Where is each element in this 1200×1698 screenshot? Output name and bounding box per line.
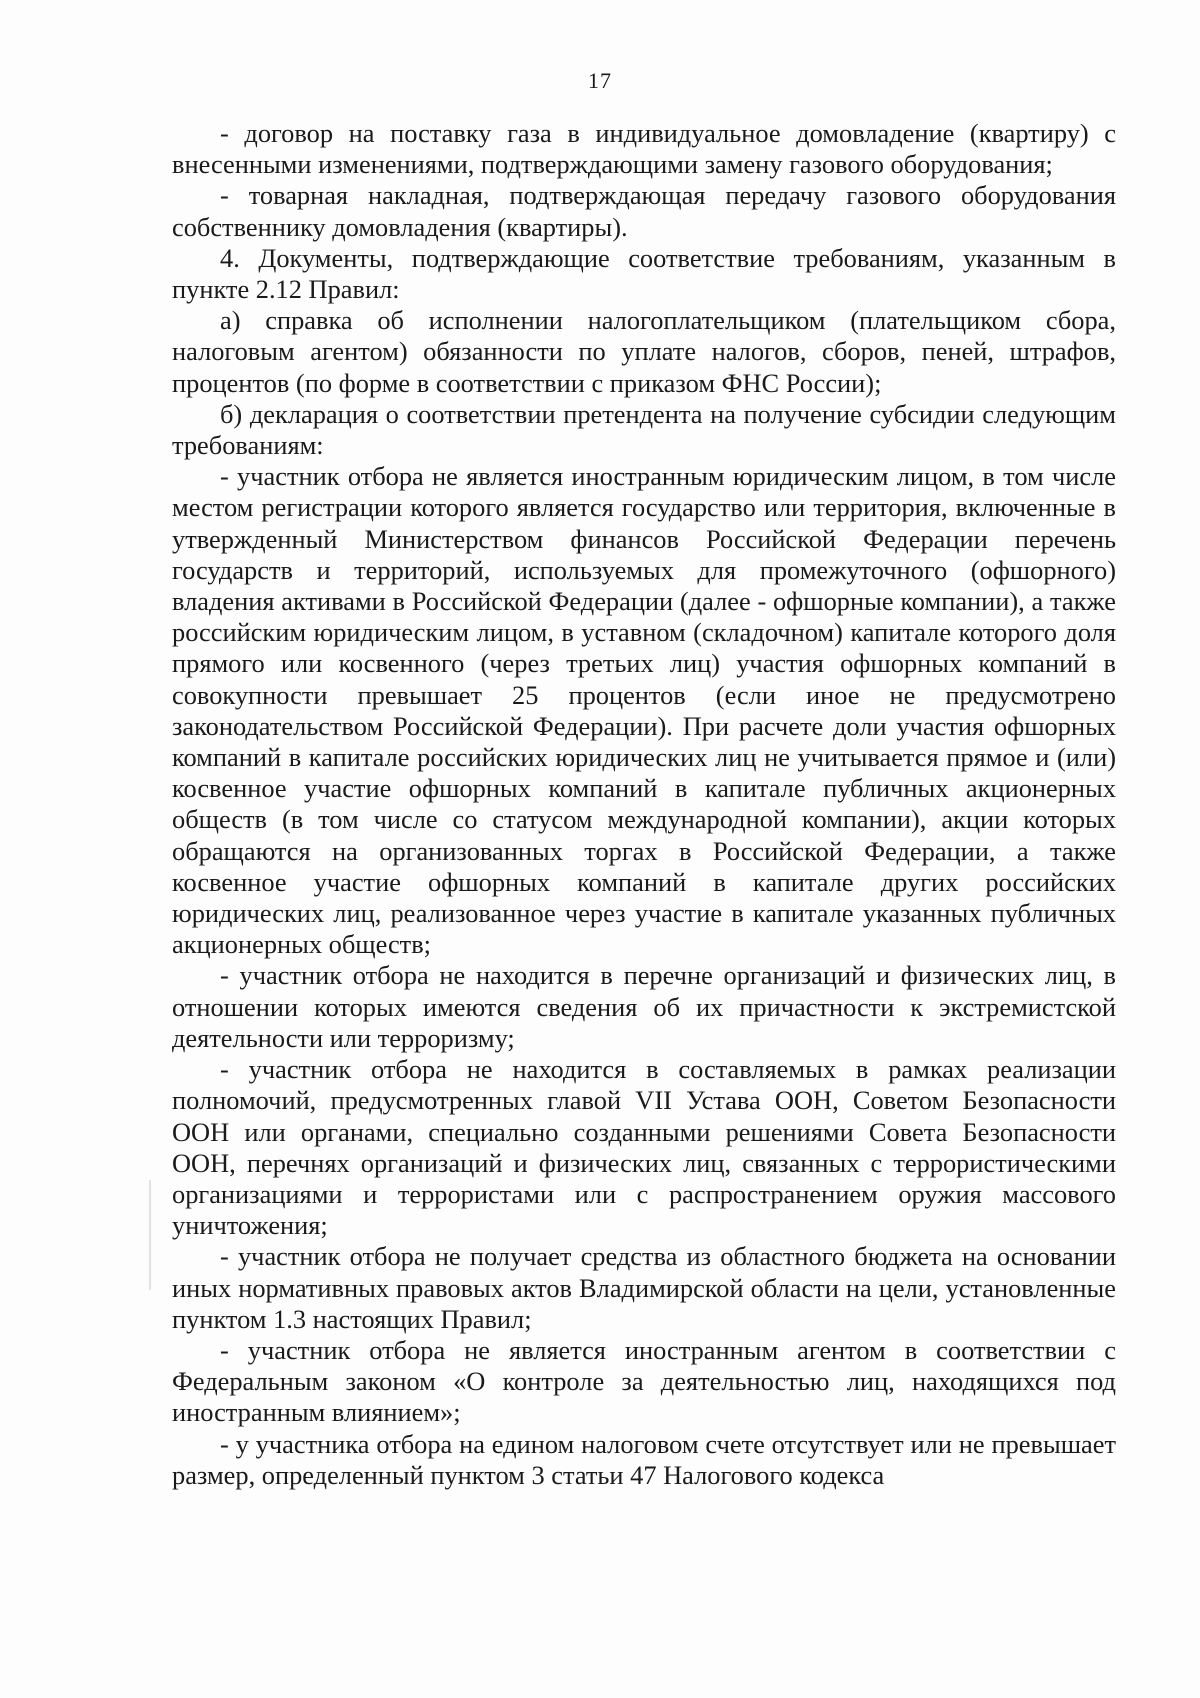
paragraph-offshore-requirement: - участник отбора не является иностранным юридическим лицом, в том числе местом регистрации которого является государство или территория, включенные в утвержденный Министерством финансов Российской Федерации перечень государств и территорий, используемых для промежуточного (офшорного) владения активами в Российской Федерации (далее - офшорные компании), а также российским юридическим лицом, в уставном (складочном) капитале которого доля прямого или косвенного (через третьих лиц) участия офшорных компаний в совокупности превышает 25 процентов (если иное не предусмотрено законодательством Российской Федерации). При расчете доли участия офшорных компаний в капитале российских юридических лиц не учитывается прямое и (или) косвенное участие офшорных компаний в капитале публичных акционерных обществ (в том числе со статусом международной компании), акции которых обращаются на организованных торгах в Российской Федерации, а также косвенное участие офшорных компаний в капитале других российских юридических лиц, реализованное через участие в капитале указанных публичных акционерных обществ; xyxy=(172,461,1116,960)
paragraph-tax-certificate: а) справка об исполнении налогоплательщиком (плательщиком сбора, налоговым агентом) обязанности по уплате налогов, сборов, пеней, штрафов, процентов (по форме в соответствии с приказом ФНС России); xyxy=(172,305,1116,398)
paragraph-invoice: - товарная накладная, подтверждающая передачу газового оборудования собственнику домовладения (квартиры). xyxy=(172,180,1116,242)
page-number: 17 xyxy=(588,68,612,93)
paragraph-tax-account-requirement: - у участника отбора на едином налоговом счете отсутствует или не превышает размер, определенный пунктом 3 статьи 47 Налогового кодекса xyxy=(172,1428,1116,1490)
paragraph-extremism-requirement: - участник отбора не находится в перечне организаций и физических лиц, в отношении которых имеются сведения об их причастности к экстремистской деятельности или терроризму; xyxy=(172,960,1116,1053)
paragraph-gas-contract: - договор на поставку газа в индивидуальное домовладение (квартиру) с внесенными изменениями, подтверждающими замену газового оборудования; xyxy=(172,118,1116,180)
paragraph-foreign-agent-requirement: - участник отбора не является иностранным агентом в соответствии с Федеральным законом «О контроле за деятельностью лиц, находящихся под иностранным влиянием»; xyxy=(172,1334,1116,1428)
paragraph-un-list-requirement: - участник отбора не находится в составляемых в рамках реализации полномочий, предусмотренных главой VII Устава ООН, Советом Безопасности ООН или органами, специально созданными решениями Совета Безопасности ООН, перечнях организаций и физических лиц, связанных с террористическими организациями и террористами или с распространением оружия массового уничтожения; xyxy=(172,1054,1116,1241)
document-body xyxy=(172,118,1116,1491)
paragraph-section-4: 4. Документы, подтверждающие соответствие требованиям, указанным в пункте 2.12 Правил: xyxy=(172,242,1116,305)
paragraph-budget-requirement: - участник отбора не получает средства из областного бюджета на основании иных нормативных правовых актов Владимирской области на цели, установленные пунктом 1.3 настоящих Правил; xyxy=(172,1241,1116,1334)
paragraph-declaration: б) декларация о соответствии претендента на получение субсидии следующим требованиям: xyxy=(172,398,1116,461)
